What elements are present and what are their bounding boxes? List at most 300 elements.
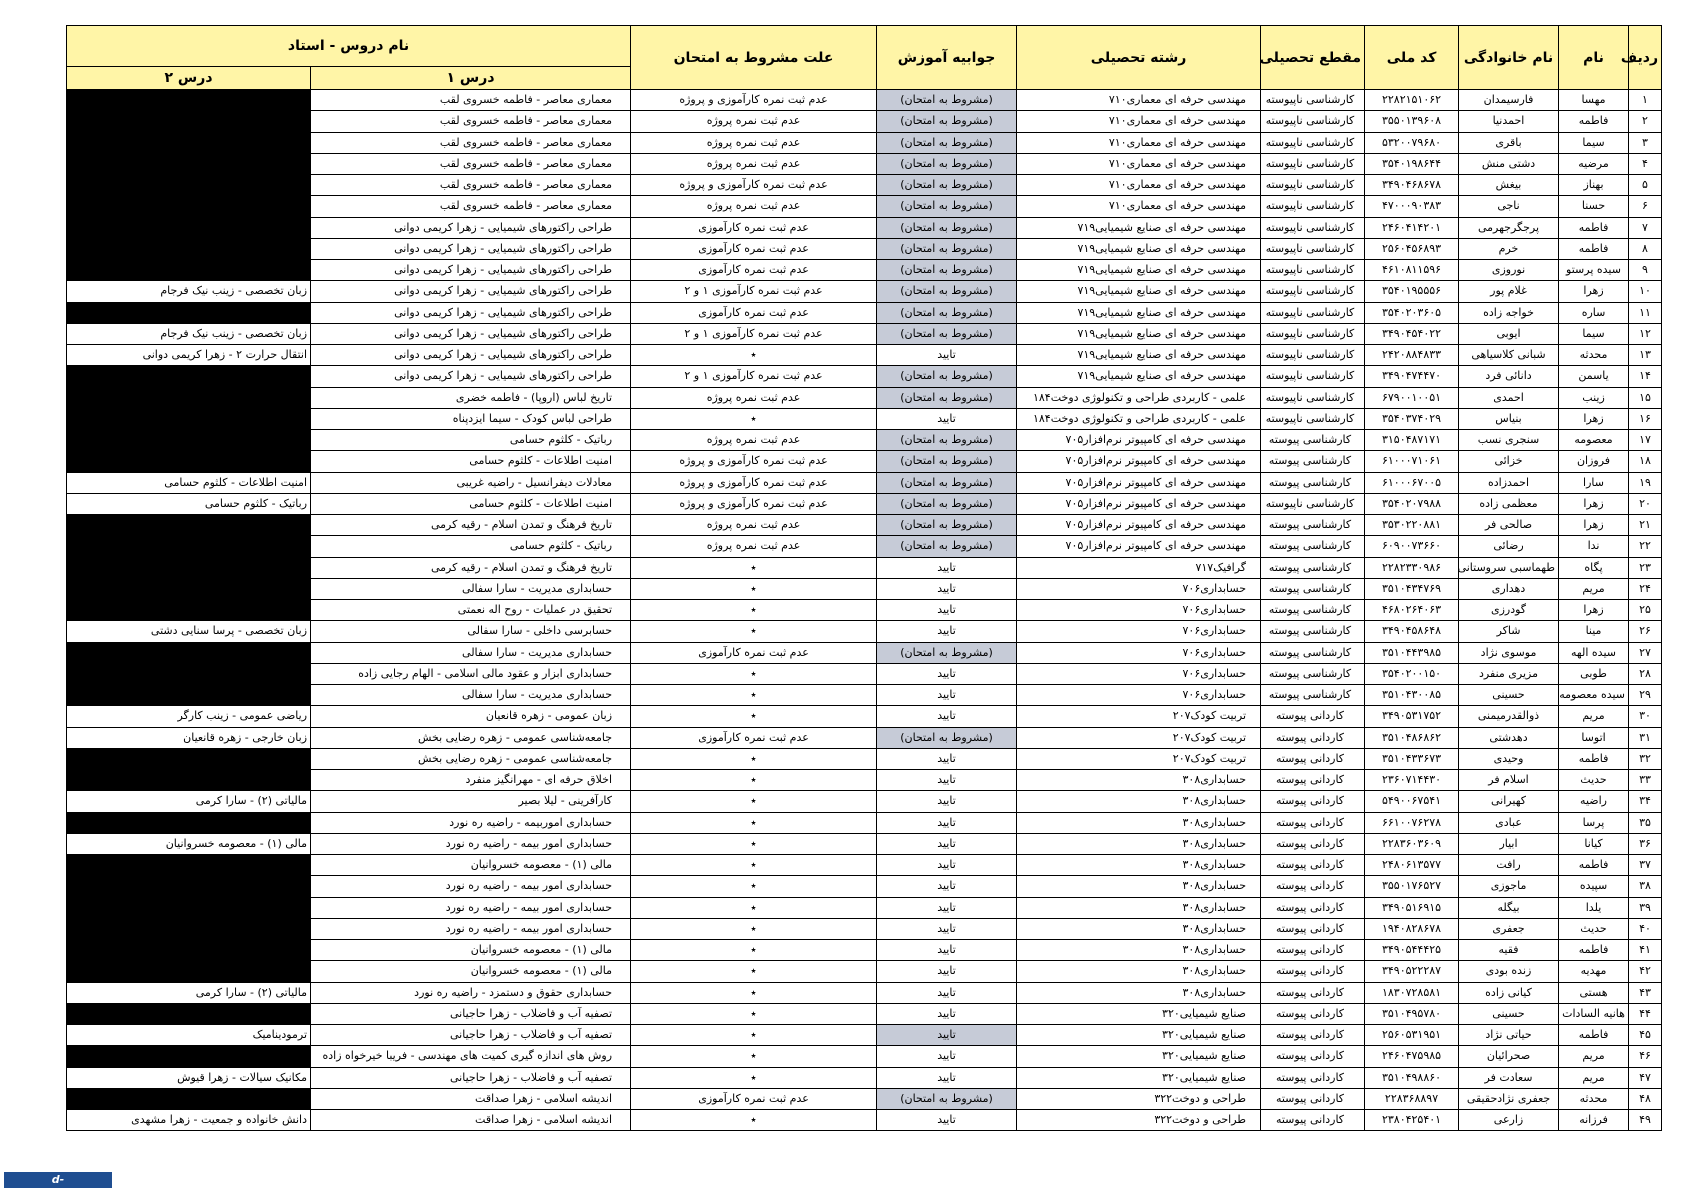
national-code: ۳۵۱۰۴۳۰۰۸۵ [1365, 685, 1459, 706]
header-level: مقطع تحصیلی [1261, 26, 1365, 90]
field-of-study: حسابداری۷۰۶ [1017, 642, 1261, 663]
course-1: حسابداری امور بیمه - راضیه ره نورد [311, 897, 631, 918]
education-level: کارشناسی پیوسته [1261, 578, 1365, 599]
course-1: معماری معاصر - فاطمه خسروی لقب [311, 111, 631, 132]
field-of-study: طراحی و دوخت۳۲۲ [1017, 1088, 1261, 1109]
national-code: ۳۵۱۰۴۹۵۷۸۰ [1365, 1003, 1459, 1024]
student-name: سپیده [1559, 876, 1629, 897]
conditional-reason: عدم ثبت نمره کارآموزی ۱ و ۲ [631, 281, 877, 302]
row-number: ۱۸ [1629, 451, 1662, 472]
course-1: حسابداری حقوق و دستمزد - راضیه ره نورد [311, 982, 631, 1003]
education-response: (مشروط به امتحان) [877, 515, 1017, 536]
education-response: تایید [877, 1110, 1017, 1131]
course-2 [67, 536, 311, 557]
site-watermark: d-bushehr.tvu.ac.ir [5, 1173, 111, 1202]
field-of-study: مهندسی حرفه ای معماری۷۱۰ [1017, 111, 1261, 132]
table-row [67, 663, 1662, 684]
education-level: کاردانی پیوسته [1261, 918, 1365, 939]
education-response: (مشروط به امتحان) [877, 387, 1017, 408]
course-1: تاریخ لباس (اروپا) - فاطمه خضری [311, 387, 631, 408]
field-of-study: مهندسی حرفه ای صنایع شیمیایی۷۱۹ [1017, 217, 1261, 238]
national-code: ۳۴۹۰۴۵۴۰۲۲ [1365, 323, 1459, 344]
row-number: ۸ [1629, 238, 1662, 259]
course-1: طراحی راکتورهای شیمیایی - زهرا کریمی دوانی [311, 238, 631, 259]
education-response: (مشروط به امتحان) [877, 153, 1017, 174]
table-row [67, 918, 1662, 939]
conditional-reason: عدم ثبت نمره کارآموزی [631, 642, 877, 663]
row-number: ۳۲ [1629, 748, 1662, 769]
student-name: حدیث [1559, 770, 1629, 791]
student-name: مریم [1559, 1046, 1629, 1067]
education-response: (مشروط به امتحان) [877, 472, 1017, 493]
field-of-study: حسابداری۳۰۸ [1017, 855, 1261, 876]
course-2: مالیاتی (۲) - سارا کرمی [67, 791, 311, 812]
course-1: مالی (۱) - معصومه خسروانیان [311, 940, 631, 961]
row-number: ۱۹ [1629, 472, 1662, 493]
row-number: ۳۵ [1629, 812, 1662, 833]
student-name: زینب [1559, 387, 1629, 408]
national-code: ۳۵۴۰۲۰۰۱۵۰ [1365, 663, 1459, 684]
conditional-reason: عدم ثبت نمره کارآموزی و پروژه [631, 451, 877, 472]
education-level: کارشناسی ناپیوسته [1261, 323, 1365, 344]
conditional-reason: ٭ [631, 1003, 877, 1024]
conditional-reason: ٭ [631, 1046, 877, 1067]
education-response: (مشروط به امتحان) [877, 281, 1017, 302]
course-2 [67, 260, 311, 281]
course-1: اندیشه اسلامی - زهرا صداقت [311, 1110, 631, 1131]
conditional-reason: ٭ [631, 940, 877, 961]
national-code: ۳۵۱۰۴۳۴۷۶۹ [1365, 578, 1459, 599]
conditional-reason: عدم ثبت نمره پروژه [631, 430, 877, 451]
course-2 [67, 600, 311, 621]
course-2: زبان تخصصی - زینب نیک فرجام [67, 323, 311, 344]
header-family: نام خانوادگی [1459, 26, 1559, 90]
table-row [67, 472, 1662, 493]
row-number: ۴۷ [1629, 1067, 1662, 1088]
education-level: کارشناسی پیوسته [1261, 451, 1365, 472]
field-of-study: حسابداری۳۰۸ [1017, 897, 1261, 918]
national-code: ۳۵۵۰۱۷۶۵۲۷ [1365, 876, 1459, 897]
table-row [67, 791, 1662, 812]
table-row [67, 90, 1662, 111]
education-level: کاردانی پیوسته [1261, 1025, 1365, 1046]
field-of-study: حسابداری۷۰۶ [1017, 663, 1261, 684]
student-name: محدثه [1559, 1088, 1629, 1109]
education-level: کارشناسی پیوسته [1261, 536, 1365, 557]
student-name: مریم [1559, 578, 1629, 599]
course-2 [67, 876, 311, 897]
national-code: ۲۲۸۳۶۰۳۶۰۹ [1365, 833, 1459, 854]
education-response: تایید [877, 982, 1017, 1003]
course-2 [67, 855, 311, 876]
row-number: ۳۰ [1629, 706, 1662, 727]
national-code: ۲۲۸۲۱۵۱۰۶۲ [1365, 90, 1459, 111]
field-of-study: علمی - کاربردی طراحی و تکنولوژی دوخت۱۸۴ [1017, 387, 1261, 408]
row-number: ۳۸ [1629, 876, 1662, 897]
course-2 [67, 515, 311, 536]
education-level: کاردانی پیوسته [1261, 961, 1365, 982]
course-1: تاریخ فرهنگ و تمدن اسلام - رقیه کرمی [311, 557, 631, 578]
row-number: ۱۰ [1629, 281, 1662, 302]
national-code: ۶۱۰۰۰۶۷۰۰۵ [1365, 472, 1459, 493]
national-code: ۲۳۸۰۴۲۵۴۰۱ [1365, 1110, 1459, 1131]
education-response: تایید [877, 876, 1017, 897]
national-code: ۶۰۹۰۰۷۳۶۶۰ [1365, 536, 1459, 557]
student-name: مرضیه [1559, 153, 1629, 174]
national-code: ۴۶۸۰۲۶۴۰۶۳ [1365, 600, 1459, 621]
student-family: جعفری نژادحقیقی [1459, 1088, 1559, 1109]
national-code: ۳۵۱۰۴۹۸۸۶۰ [1365, 1067, 1459, 1088]
table-row [67, 685, 1662, 706]
student-family: بیگله [1459, 897, 1559, 918]
student-family: دهدشتی [1459, 727, 1559, 748]
student-name: فروزان [1559, 451, 1629, 472]
course-1: طراحی لباس کودک - سیما ایزدپناه [311, 408, 631, 429]
course-1: طراحی راکتورهای شیمیایی - زهرا کریمی دوانی [311, 302, 631, 323]
student-family: حیاتی نژاد [1459, 1025, 1559, 1046]
education-response: تایید [877, 1003, 1017, 1024]
education-level: کاردانی پیوسته [1261, 748, 1365, 769]
education-response: تایید [877, 1046, 1017, 1067]
student-name: بهناز [1559, 175, 1629, 196]
education-level: کاردانی پیوسته [1261, 1067, 1365, 1088]
education-level: کارشناسی پیوسته [1261, 642, 1365, 663]
field-of-study: تربیت کودک۲۰۷ [1017, 727, 1261, 748]
field-of-study: مهندسی حرفه ای کامپیوتر نرم‌افزار۷۰۵ [1017, 430, 1261, 451]
student-family: احمدزاده [1459, 472, 1559, 493]
row-number: ۱۵ [1629, 387, 1662, 408]
education-level: کارشناسی ناپیوسته [1261, 281, 1365, 302]
course-1: حسابداری مدیریت - سارا سفالی [311, 578, 631, 599]
education-response: تایید [877, 791, 1017, 812]
student-name: یاسمن [1559, 366, 1629, 387]
course-2: زبان تخصصی - پرسا سنایی دشتی [67, 621, 311, 642]
education-level: کارشناسی پیوسته [1261, 430, 1365, 451]
row-number: ۳ [1629, 132, 1662, 153]
course-2 [67, 961, 311, 982]
row-number: ۱۲ [1629, 323, 1662, 344]
row-number: ۱۳ [1629, 345, 1662, 366]
table-row [67, 111, 1662, 132]
national-code: ۲۲۸۳۶۸۸۹۷ [1365, 1088, 1459, 1109]
conditional-reason: ٭ [631, 1110, 877, 1131]
student-family: فارسیمدان [1459, 90, 1559, 111]
conditional-reason: ٭ [631, 600, 877, 621]
conditional-reason: عدم ثبت نمره کارآموزی ۱ و ۲ [631, 323, 877, 344]
table-row [67, 281, 1662, 302]
student-name: ندا [1559, 536, 1629, 557]
student-name: زهرا [1559, 515, 1629, 536]
course-1: اخلاق حرفه ای - مهرانگیز منفرد [311, 770, 631, 791]
education-response: تایید [877, 706, 1017, 727]
course-2 [67, 175, 311, 196]
course-1: معماری معاصر - فاطمه خسروی لقب [311, 175, 631, 196]
course-1: حسابرسی داخلی - سارا سفالی [311, 621, 631, 642]
student-name: فاطمه [1559, 1025, 1629, 1046]
conditional-reason: ٭ [631, 791, 877, 812]
course-2: ترمودینامیک [67, 1025, 311, 1046]
education-level: کاردانی پیوسته [1261, 982, 1365, 1003]
table-row [67, 897, 1662, 918]
education-response: تایید [877, 1067, 1017, 1088]
student-family: نوروزی [1459, 260, 1559, 281]
course-2: زبان تخصصی - زینب نیک فرجام [67, 281, 311, 302]
row-number: ۱۷ [1629, 430, 1662, 451]
student-family: باقری [1459, 132, 1559, 153]
field-of-study: مهندسی حرفه ای معماری۷۱۰ [1017, 132, 1261, 153]
header-national-code: کد ملی [1365, 26, 1459, 90]
national-code: ۳۵۵۰۱۳۹۶۰۸ [1365, 111, 1459, 132]
education-response: تایید [877, 578, 1017, 599]
education-level: کارشناسی ناپیوسته [1261, 111, 1365, 132]
row-number: ۳۹ [1629, 897, 1662, 918]
student-name: پرسا [1559, 812, 1629, 833]
course-1: اندیشه اسلامی - زهرا صداقت [311, 1088, 631, 1109]
national-code: ۳۴۹۰۴۷۴۴۷۰ [1365, 366, 1459, 387]
student-family: خزائی [1459, 451, 1559, 472]
conditional-reason: ٭ [631, 812, 877, 833]
course-1: طراحی راکتورهای شیمیایی - زهرا کریمی دوانی [311, 217, 631, 238]
student-family: غلام پور [1459, 281, 1559, 302]
course-2 [67, 90, 311, 111]
education-response: (مشروط به امتحان) [877, 323, 1017, 344]
table-row [67, 196, 1662, 217]
field-of-study: علمی - کاربردی طراحی و تکنولوژی دوخت۱۸۴ [1017, 408, 1261, 429]
conditional-reason: ٭ [631, 706, 877, 727]
row-number: ۲۶ [1629, 621, 1662, 642]
national-code: ۳۴۹۰۴۶۸۶۷۸ [1365, 175, 1459, 196]
table-row [67, 366, 1662, 387]
course-2 [67, 663, 311, 684]
row-number: ۲۰ [1629, 493, 1662, 514]
education-level: کارشناسی ناپیوسته [1261, 345, 1365, 366]
course-1: امنیت اطلاعات - کلثوم حسامی [311, 493, 631, 514]
course-1: کارآفرینی - لیلا بصیر [311, 791, 631, 812]
course-2 [67, 812, 311, 833]
education-response: تایید [877, 345, 1017, 366]
student-family: احمدی [1459, 387, 1559, 408]
table-row [67, 600, 1662, 621]
field-of-study: مهندسی حرفه ای معماری۷۱۰ [1017, 175, 1261, 196]
education-response: تایید [877, 940, 1017, 961]
student-name: مریم [1559, 706, 1629, 727]
course-2: دانش خانواده و جمعیت - زهرا مشهدی [67, 1110, 311, 1131]
row-number: ۴۱ [1629, 940, 1662, 961]
row-number: ۴۳ [1629, 982, 1662, 1003]
conditional-reason: ٭ [631, 897, 877, 918]
course-2 [67, 1046, 311, 1067]
national-code: ۳۵۴۰۱۹۸۶۴۴ [1365, 153, 1459, 174]
course-2 [67, 217, 311, 238]
education-level: کارشناسی ناپیوسته [1261, 408, 1365, 429]
education-response: تایید [877, 748, 1017, 769]
student-family: دهداری [1459, 578, 1559, 599]
conditional-reason: ٭ [631, 663, 877, 684]
table-row [67, 706, 1662, 727]
row-number: ۱۶ [1629, 408, 1662, 429]
course-1: رباتیک - کلثوم حسامی [311, 536, 631, 557]
course-1: حسابداری مدیریت - سارا سفالی [311, 642, 631, 663]
student-family: ماجوزی [1459, 876, 1559, 897]
education-response: تایید [877, 621, 1017, 642]
student-family: کهیرانی [1459, 791, 1559, 812]
student-family: رضائی [1459, 536, 1559, 557]
field-of-study: مهندسی حرفه ای کامپیوتر نرم‌افزار۷۰۵ [1017, 451, 1261, 472]
student-name: پگاه [1559, 557, 1629, 578]
education-level: کاردانی پیوسته [1261, 1088, 1365, 1109]
conditional-reason: عدم ثبت نمره کارآموزی و پروژه [631, 493, 877, 514]
conditional-reason: عدم ثبت نمره کارآموزی ۱ و ۲ [631, 366, 877, 387]
table-row [67, 812, 1662, 833]
table-row [67, 1003, 1662, 1024]
student-name: مریم [1559, 1067, 1629, 1088]
education-level: کاردانی پیوسته [1261, 770, 1365, 791]
table-row [67, 833, 1662, 854]
conditional-reason: عدم ثبت نمره کارآموزی [631, 260, 877, 281]
conditional-reason: ٭ [631, 918, 877, 939]
table-row [67, 153, 1662, 174]
education-response: تایید [877, 408, 1017, 429]
field-of-study: حسابداری۷۰۶ [1017, 578, 1261, 599]
field-of-study: حسابداری۳۰۸ [1017, 812, 1261, 833]
education-level: کاردانی پیوسته [1261, 897, 1365, 918]
education-response: تایید [877, 961, 1017, 982]
education-response: تایید [877, 1025, 1017, 1046]
conditional-reason: ٭ [631, 685, 877, 706]
student-name: حسنا [1559, 196, 1629, 217]
course-2 [67, 642, 311, 663]
conditional-reason: ٭ [631, 833, 877, 854]
row-number: ۱۱ [1629, 302, 1662, 323]
field-of-study: گرافیک۷۱۷ [1017, 557, 1261, 578]
table-row [67, 1088, 1662, 1109]
row-number: ۴۰ [1629, 918, 1662, 939]
student-name: فاطمه [1559, 111, 1629, 132]
student-family: ایوبی [1459, 323, 1559, 344]
field-of-study: حسابداری۷۰۶ [1017, 685, 1261, 706]
national-code: ۳۵۳۰۲۲۰۸۸۱ [1365, 515, 1459, 536]
course-2: مکانیک سیالات - زهرا قیوش [67, 1067, 311, 1088]
education-level: کاردانی پیوسته [1261, 791, 1365, 812]
student-family: بنیاس [1459, 408, 1559, 429]
student-name: ساره [1559, 302, 1629, 323]
row-number: ۴۹ [1629, 1110, 1662, 1131]
course-1: حسابداری امور بیمه - راضیه ره نورد [311, 918, 631, 939]
national-code: ۳۱۵۰۴۸۷۱۷۱ [1365, 430, 1459, 451]
student-family: بیغش [1459, 175, 1559, 196]
field-of-study: مهندسی حرفه ای صنایع شیمیایی۷۱۹ [1017, 238, 1261, 259]
course-1: معماری معاصر - فاطمه خسروی لقب [311, 196, 631, 217]
course-1: حسابداری امور بیمه - راضیه ره نورد [311, 833, 631, 854]
education-level: کارشناسی ناپیوسته [1261, 493, 1365, 514]
table-row [67, 940, 1662, 961]
education-response: تایید [877, 855, 1017, 876]
education-level: کارشناسی ناپیوسته [1261, 238, 1365, 259]
student-family: رافت [1459, 855, 1559, 876]
education-level: کاردانی پیوسته [1261, 812, 1365, 833]
conditional-reason: ٭ [631, 961, 877, 982]
national-code: ۵۳۲۰۰۷۹۶۸۰ [1365, 132, 1459, 153]
header-response: جوابیه آموزش [877, 26, 1017, 90]
education-response: (مشروط به امتحان) [877, 536, 1017, 557]
table-row [67, 621, 1662, 642]
row-number: ۳۶ [1629, 833, 1662, 854]
course-2: انتقال حرارت ۲ - زهرا کریمی دوانی [67, 345, 311, 366]
student-name: سیما [1559, 323, 1629, 344]
education-level: کارشناسی ناپیوسته [1261, 260, 1365, 281]
student-name: فاطمه [1559, 940, 1629, 961]
header-radif: ردیف [1629, 26, 1662, 90]
course-2 [67, 578, 311, 599]
education-response: (مشروط به امتحان) [877, 260, 1017, 281]
national-code: ۲۴۶۰۴۷۵۹۸۵ [1365, 1046, 1459, 1067]
course-2 [67, 897, 311, 918]
national-code: ۳۴۹۰۵۲۲۲۸۷ [1365, 961, 1459, 982]
table-row [67, 345, 1662, 366]
student-name: کیانا [1559, 833, 1629, 854]
education-level: کارشناسی ناپیوسته [1261, 366, 1365, 387]
row-number: ۴ [1629, 153, 1662, 174]
education-level: کارشناسی ناپیوسته [1261, 217, 1365, 238]
student-family: احمدنیا [1459, 111, 1559, 132]
conditional-reason: ٭ [631, 557, 877, 578]
table-row [67, 961, 1662, 982]
student-name: مهسا [1559, 90, 1629, 111]
conditional-reason: عدم ثبت نمره کارآموزی [631, 727, 877, 748]
education-level: کارشناسی ناپیوسته [1261, 302, 1365, 323]
course-1: جامعه‌شناسی عمومی - زهره رضایی بخش [311, 727, 631, 748]
conditional-reason: ٭ [631, 345, 877, 366]
course-2 [67, 940, 311, 961]
student-name: زهرا [1559, 281, 1629, 302]
course-2 [67, 1088, 311, 1109]
student-name: فاطمه [1559, 748, 1629, 769]
education-level: کاردانی پیوسته [1261, 706, 1365, 727]
education-level: کارشناسی ناپیوسته [1261, 153, 1365, 174]
conditional-reason: ٭ [631, 578, 877, 599]
education-response: تایید [877, 833, 1017, 854]
education-response: (مشروط به امتحان) [877, 727, 1017, 748]
row-number: ۲۱ [1629, 515, 1662, 536]
student-family: گودرزی [1459, 600, 1559, 621]
conditional-reason: عدم ثبت نمره کارآموزی [631, 238, 877, 259]
course-2: مالیاتی (۲) - سارا کرمی [67, 982, 311, 1003]
conditional-reason: عدم ثبت نمره کارآموزی [631, 302, 877, 323]
student-name: حدیث [1559, 918, 1629, 939]
field-of-study: مهندسی حرفه ای صنایع شیمیایی۷۱۹ [1017, 281, 1261, 302]
education-level: کارشناسی پیوسته [1261, 663, 1365, 684]
student-name: هانیه السادات [1559, 1003, 1629, 1024]
student-name: فاطمه [1559, 238, 1629, 259]
national-code: ۳۵۴۰۱۹۵۵۵۶ [1365, 281, 1459, 302]
education-level: کاردانی پیوسته [1261, 855, 1365, 876]
student-name: سیده الهه [1559, 642, 1629, 663]
table-row [67, 175, 1662, 196]
field-of-study: مهندسی حرفه ای صنایع شیمیایی۷۱۹ [1017, 260, 1261, 281]
conditional-reason: عدم ثبت نمره کارآموزی و پروژه [631, 90, 877, 111]
national-code: ۱۸۳۰۷۲۸۵۸۱ [1365, 982, 1459, 1003]
education-response: (مشروط به امتحان) [877, 430, 1017, 451]
education-response: (مشروط به امتحان) [877, 642, 1017, 663]
header-course2: درس ۲ [67, 67, 311, 90]
student-name: محدثه [1559, 345, 1629, 366]
student-family: صحرائیان [1459, 1046, 1559, 1067]
table-row [67, 1025, 1662, 1046]
table-row [67, 260, 1662, 281]
row-number: ۴۴ [1629, 1003, 1662, 1024]
row-number: ۹ [1629, 260, 1662, 281]
course-2: رباتیک - کلثوم حسامی [67, 493, 311, 514]
